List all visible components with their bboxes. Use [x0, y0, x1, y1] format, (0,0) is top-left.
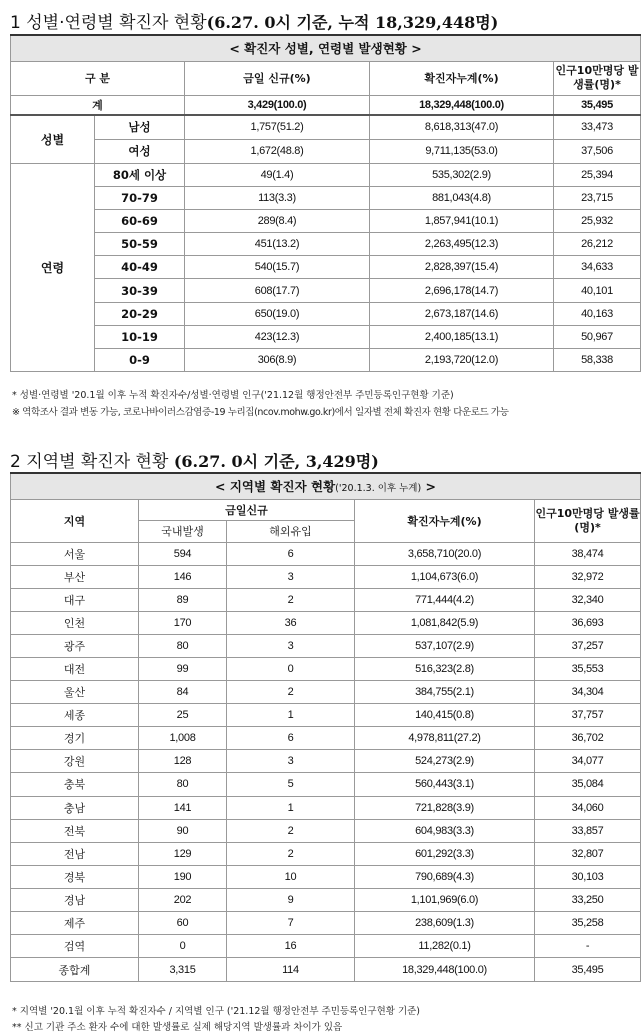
- table-row: [11, 325, 641, 348]
- row-cumulative: 524,273(2.9): [355, 750, 535, 773]
- row-region: 광주: [11, 634, 139, 657]
- row-today: 49(1.4): [185, 163, 370, 186]
- row-rate: 34,077: [535, 750, 641, 773]
- row-cumulative: 1,101,969(6.0): [355, 888, 535, 911]
- section1-note2: ※ 역학조사 결과 변동 가능, 코로나바이러스감염증-19 누리집(ncov.mohw.go.kr)에서 일자별 전체 확진자 현황 다운로드 가능: [12, 407, 509, 418]
- table-row: [11, 634, 641, 657]
- row-overseas: 7: [227, 912, 355, 935]
- table-row: [11, 657, 641, 680]
- table-row: [11, 704, 641, 727]
- table-row: [11, 773, 641, 796]
- row-region: 전남: [11, 842, 139, 865]
- row-domestic: 190: [139, 865, 227, 888]
- row-domestic: 202: [139, 888, 227, 911]
- row-cumulative: 1,104,673(6.0): [355, 565, 535, 588]
- row-domestic: 90: [139, 819, 227, 842]
- table-row: [11, 209, 641, 232]
- table-row: [11, 727, 641, 750]
- row-domestic: 170: [139, 611, 227, 634]
- row-label: 80세 이상: [95, 163, 185, 186]
- section2-note2: ** 신고 기관 주소 환자 수에 대한 발생률로 실제 해당지역 발생률과 차이가 있음: [12, 1022, 343, 1033]
- row-overseas: 36: [227, 611, 355, 634]
- region-table: [10, 472, 641, 982]
- row-cumulative: 384,755(2.1): [355, 681, 535, 704]
- table-row: [11, 565, 641, 588]
- table-row: [11, 186, 641, 209]
- row-region: 검역: [11, 935, 139, 958]
- row-cumulative: 604,983(3.3): [355, 819, 535, 842]
- row-domestic: 1,008: [139, 727, 227, 750]
- sex-group-label: 성별: [11, 115, 95, 163]
- row-rate: 37,257: [535, 634, 641, 657]
- section2-banner-text: < 지역별 확진자 현황: [215, 479, 336, 495]
- row-today: 1,757(51.2): [185, 115, 370, 139]
- sex-age-table: [10, 34, 641, 372]
- row-cumulative: 8,618,313(47.0): [370, 115, 554, 139]
- row-today: 423(12.3): [185, 325, 370, 348]
- row-today: 650(19.0): [185, 302, 370, 325]
- row-label: 50-59: [95, 233, 185, 256]
- total-row: [11, 958, 641, 982]
- row-region: 전북: [11, 819, 139, 842]
- section1-title-prefix: 1 성별·연령별 확진자 현황: [10, 13, 207, 33]
- row-today: 113(3.3): [185, 186, 370, 209]
- section1-banner: < 확진자 성별, 연령별 발생현황 >: [11, 35, 641, 61]
- row-cumulative: 2,828,397(15.4): [370, 256, 554, 279]
- table-row: [11, 865, 641, 888]
- row-rate: 35,553: [535, 657, 641, 680]
- row-label: 40-49: [95, 256, 185, 279]
- row-today: 306(8.9): [185, 349, 370, 372]
- row-rate: 50,967: [554, 325, 641, 348]
- row-cumulative: 11,282(0.1): [355, 935, 535, 958]
- row-region: 울산: [11, 681, 139, 704]
- row-rate: 40,163: [554, 302, 641, 325]
- row-rate: 33,857: [535, 819, 641, 842]
- header-cumulative: 확진자누계(%): [355, 499, 535, 542]
- row-domestic: 0: [139, 935, 227, 958]
- section2-title-prefix: 2 지역별 확진자 현황: [10, 452, 169, 472]
- header-cumulative: 확진자누계(%): [370, 61, 554, 95]
- row-cumulative: 2,400,185(13.1): [370, 325, 554, 348]
- total-region: 종합계: [11, 958, 139, 982]
- row-label: 0-9: [95, 349, 185, 372]
- row-today: 289(8.4): [185, 209, 370, 232]
- row-domestic: 84: [139, 681, 227, 704]
- section1-title-suffix: (6.27. 0시 기준, 누적 18,329,448명): [206, 13, 499, 32]
- table-row: [11, 542, 641, 565]
- header-overseas: 해외유입: [227, 520, 355, 542]
- row-overseas: 3: [227, 750, 355, 773]
- row-region: 경남: [11, 888, 139, 911]
- header-category: 구 분: [11, 61, 185, 95]
- row-cumulative: 2,263,495(12.3): [370, 233, 554, 256]
- table-row: [11, 279, 641, 302]
- table-row: [11, 139, 641, 163]
- row-rate: 58,338: [554, 349, 641, 372]
- row-cumulative: 721,828(3.9): [355, 796, 535, 819]
- total-rate: 35,495: [535, 958, 641, 982]
- row-domestic: 128: [139, 750, 227, 773]
- row-region: 경북: [11, 865, 139, 888]
- row-region: 대구: [11, 588, 139, 611]
- table-row: [11, 302, 641, 325]
- row-rate: 36,702: [535, 727, 641, 750]
- row-rate: -: [535, 935, 641, 958]
- row-overseas: 10: [227, 865, 355, 888]
- row-overseas: 0: [227, 657, 355, 680]
- header-rate: 인구10만명당 발생률(명)*: [535, 499, 641, 542]
- row-domestic: 99: [139, 657, 227, 680]
- row-rate: 26,212: [554, 233, 641, 256]
- total-today: 3,429(100.0): [185, 95, 370, 115]
- table-row: [11, 349, 641, 372]
- row-rate: 32,972: [535, 565, 641, 588]
- total-overseas: 114: [227, 958, 355, 982]
- row-rate: 23,715: [554, 186, 641, 209]
- row-rate: 35,258: [535, 912, 641, 935]
- row-overseas: 2: [227, 819, 355, 842]
- row-region: 제주: [11, 912, 139, 935]
- section2-banner-end: >: [425, 479, 437, 495]
- row-cumulative: 560,443(3.1): [355, 773, 535, 796]
- section2-banner-sub: ('20.1.3. 이후 누계): [335, 483, 422, 495]
- row-rate: 30,103: [535, 865, 641, 888]
- row-today: 1,672(48.8): [185, 139, 370, 163]
- header-today-new: 금일신규: [139, 499, 355, 520]
- table-row: [11, 935, 641, 958]
- row-cumulative: 1,857,941(10.1): [370, 209, 554, 232]
- row-cumulative: 238,609(1.3): [355, 912, 535, 935]
- table-row: [11, 256, 641, 279]
- row-region: 충북: [11, 773, 139, 796]
- row-region: 세종: [11, 704, 139, 727]
- row-overseas: 2: [227, 842, 355, 865]
- row-cumulative: 9,711,135(53.0): [370, 139, 554, 163]
- row-label: 여성: [95, 139, 185, 163]
- row-cumulative: 601,292(3.3): [355, 842, 535, 865]
- row-overseas: 1: [227, 704, 355, 727]
- row-overseas: 3: [227, 634, 355, 657]
- row-label: 30-39: [95, 279, 185, 302]
- row-cumulative: 140,415(0.8): [355, 704, 535, 727]
- row-overseas: 1: [227, 796, 355, 819]
- table-row: [11, 611, 641, 634]
- total-label: 계: [11, 95, 185, 115]
- row-today: 608(17.7): [185, 279, 370, 302]
- row-rate: 25,394: [554, 163, 641, 186]
- section2-note1: * 지역별 '20.1월 이후 누적 확진자수 / 지역별 인구 ('21.12월 행정안전부 주민등록인구현황 기준): [12, 1006, 421, 1017]
- row-rate: 35,084: [535, 773, 641, 796]
- row-region: 경기: [11, 727, 139, 750]
- row-cumulative: 771,444(4.2): [355, 588, 535, 611]
- total-cumulative: 18,329,448(100.0): [355, 958, 535, 982]
- row-rate: 37,506: [554, 139, 641, 163]
- row-cumulative: 881,043(4.8): [370, 186, 554, 209]
- row-today: 451(13.2): [185, 233, 370, 256]
- row-rate: 36,693: [535, 611, 641, 634]
- table-row: [11, 842, 641, 865]
- row-region: 대전: [11, 657, 139, 680]
- row-cumulative: 4,978,811(27.2): [355, 727, 535, 750]
- section1-note1: * 성별·연령별 '20.1월 이후 누적 확진자수/성별·연령별 인구('21.12월 행정안전부 주민등록인구현황 기준): [12, 390, 454, 401]
- row-overseas: 3: [227, 565, 355, 588]
- row-cumulative: 790,689(4.3): [355, 865, 535, 888]
- table-row: [11, 163, 641, 186]
- row-overseas: 2: [227, 681, 355, 704]
- row-overseas: 6: [227, 542, 355, 565]
- row-overseas: 9: [227, 888, 355, 911]
- table-row: [11, 681, 641, 704]
- row-cumulative: 535,302(2.9): [370, 163, 554, 186]
- row-region: 충남: [11, 796, 139, 819]
- table-row: [11, 115, 641, 139]
- row-rate: 38,474: [535, 542, 641, 565]
- row-rate: 40,101: [554, 279, 641, 302]
- row-label: 70-79: [95, 186, 185, 209]
- row-cumulative: 2,193,720(12.0): [370, 349, 554, 372]
- row-domestic: 80: [139, 773, 227, 796]
- row-cumulative: 3,658,710(20.0): [355, 542, 535, 565]
- row-rate: 34,633: [554, 256, 641, 279]
- total-rate: 35,495: [554, 95, 641, 115]
- row-domestic: 146: [139, 565, 227, 588]
- row-cumulative: 537,107(2.9): [355, 634, 535, 657]
- total-domestic: 3,315: [139, 958, 227, 982]
- row-label: 10-19: [95, 325, 185, 348]
- section2-banner: [11, 473, 641, 499]
- row-domestic: 80: [139, 634, 227, 657]
- section1-title: [10, 8, 498, 33]
- total-cumulative: 18,329,448(100.0): [370, 95, 554, 115]
- row-overseas: 2: [227, 588, 355, 611]
- row-label: 남성: [95, 115, 185, 139]
- header-rate: 인구10만명당 발생률(명)*: [554, 61, 641, 95]
- age-group-label: 연령: [11, 163, 95, 372]
- row-domestic: 129: [139, 842, 227, 865]
- table-row: [11, 233, 641, 256]
- row-overseas: 6: [227, 727, 355, 750]
- row-rate: 34,304: [535, 681, 641, 704]
- row-today: 540(15.7): [185, 256, 370, 279]
- row-rate: 34,060: [535, 796, 641, 819]
- row-region: 인천: [11, 611, 139, 634]
- row-region: 강원: [11, 750, 139, 773]
- row-cumulative: 516,323(2.8): [355, 657, 535, 680]
- row-domestic: 594: [139, 542, 227, 565]
- row-label: 60-69: [95, 209, 185, 232]
- header-domestic: 국내발생: [139, 520, 227, 542]
- header-today: 금일 신규(%): [185, 61, 370, 95]
- section2-title: [10, 447, 379, 472]
- row-rate: 32,807: [535, 842, 641, 865]
- row-rate: 25,932: [554, 209, 641, 232]
- row-rate: 33,250: [535, 888, 641, 911]
- row-domestic: 141: [139, 796, 227, 819]
- header-region: 지역: [11, 499, 139, 542]
- row-region: 부산: [11, 565, 139, 588]
- table-row: [11, 588, 641, 611]
- row-cumulative: 1,081,842(5.9): [355, 611, 535, 634]
- table-row: [11, 912, 641, 935]
- row-cumulative: 2,696,178(14.7): [370, 279, 554, 302]
- row-overseas: 16: [227, 935, 355, 958]
- row-rate: 32,340: [535, 588, 641, 611]
- row-rate: 33,473: [554, 115, 641, 139]
- row-domestic: 89: [139, 588, 227, 611]
- row-region: 서울: [11, 542, 139, 565]
- row-domestic: 60: [139, 912, 227, 935]
- row-domestic: 25: [139, 704, 227, 727]
- total-row: [11, 95, 641, 115]
- table-row: [11, 888, 641, 911]
- row-overseas: 5: [227, 773, 355, 796]
- table-row: [11, 796, 641, 819]
- table-row: [11, 819, 641, 842]
- table-row: [11, 750, 641, 773]
- row-label: 20-29: [95, 302, 185, 325]
- row-cumulative: 2,673,187(14.6): [370, 302, 554, 325]
- row-rate: 37,757: [535, 704, 641, 727]
- section2-title-suffix: (6.27. 0시 기준, 3,429명): [173, 452, 379, 471]
